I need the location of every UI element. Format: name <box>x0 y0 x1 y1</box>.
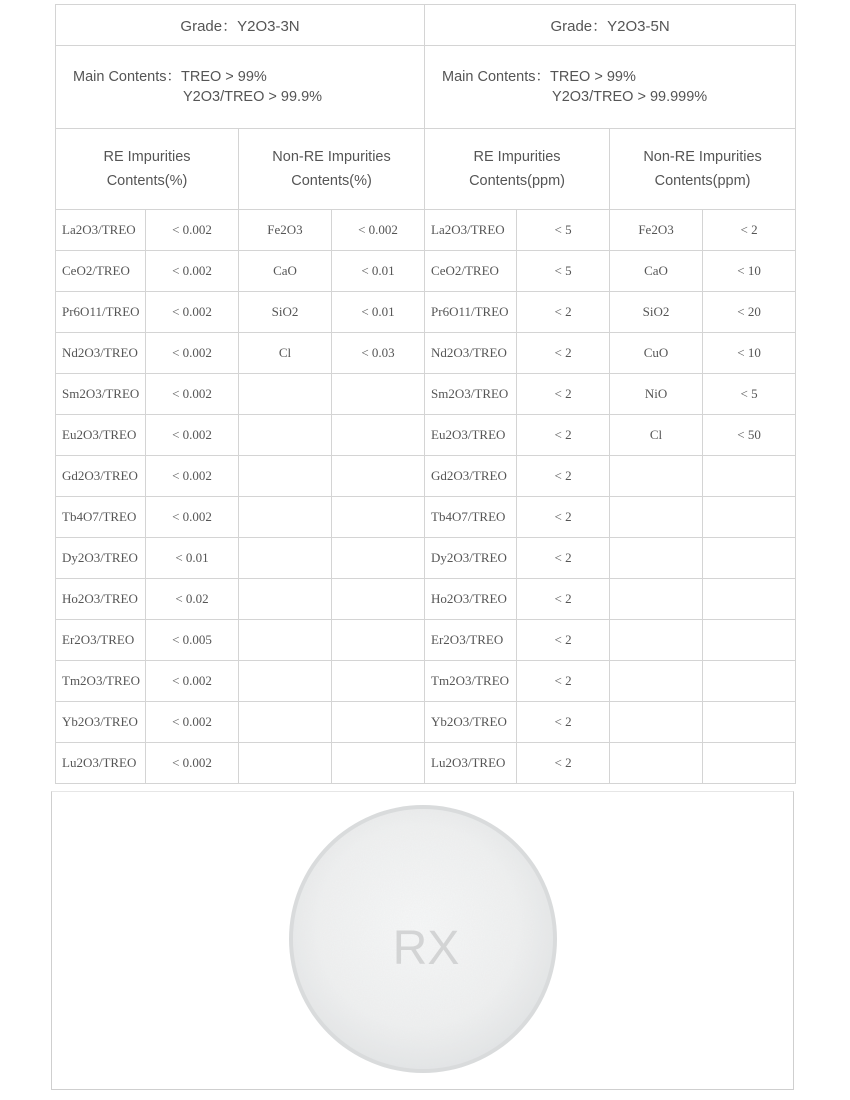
nonre-impurity-name-3n: Cl <box>239 333 332 374</box>
nonre-impurity-value-3n <box>332 415 425 456</box>
re-impurity-name-3n: Ho2O3/TREO <box>56 579 146 620</box>
nonre-impurity-name-5n <box>610 620 703 661</box>
nonre-impurity-name-5n <box>610 743 703 784</box>
re-impurity-name-5n: Nd2O3/TREO <box>425 333 517 374</box>
table-row <box>56 538 796 579</box>
re-impurity-name-5n: Eu2O3/TREO <box>425 415 517 456</box>
nonre-impurity-value-3n: < 0.01 <box>332 251 425 292</box>
re-impurity-name-5n: Tm2O3/TREO <box>425 661 517 702</box>
main-contents-5n-line1: Main Contents：TREO > 99% <box>442 69 636 85</box>
re-impurity-value-5n: < 2 <box>517 620 610 661</box>
nonre-impurity-value-5n <box>703 497 796 538</box>
nonre-impurity-value-3n <box>332 620 425 661</box>
nonre-impurity-name-3n <box>239 579 332 620</box>
re-impurity-name-3n: La2O3/TREO <box>56 210 146 251</box>
re-impurity-value-5n: < 2 <box>517 579 610 620</box>
nonre-impurity-value-5n <box>703 456 796 497</box>
nonre-impurity-value-3n <box>332 579 425 620</box>
nonre-impurity-value-5n <box>703 661 796 702</box>
table-row <box>56 251 796 292</box>
re-impurity-name-5n: Tb4O7/TREO <box>425 497 517 538</box>
nonre-impurity-name-5n <box>610 497 703 538</box>
nonre-impurities-header-3n <box>239 129 425 210</box>
header-line: Contents(ppm) <box>654 173 751 189</box>
re-impurity-value-5n: < 2 <box>517 661 610 702</box>
nonre-impurity-name-3n <box>239 497 332 538</box>
re-impurity-value-5n: < 2 <box>517 415 610 456</box>
nonre-impurity-name-3n <box>239 415 332 456</box>
nonre-impurities-header-5n <box>610 129 796 210</box>
main-contents-3n-line2: Y2O3/TREO > 99.9% <box>183 89 323 105</box>
nonre-impurity-value-3n: < 0.002 <box>332 210 425 251</box>
re-impurity-value-5n: < 5 <box>517 210 610 251</box>
re-impurity-name-3n: Dy2O3/TREO <box>56 538 146 579</box>
re-impurity-name-3n: Gd2O3/TREO <box>56 456 146 497</box>
re-impurity-value-3n: < 0.002 <box>146 415 239 456</box>
re-impurity-value-3n: < 0.002 <box>146 374 239 415</box>
re-impurity-value-5n: < 2 <box>517 374 610 415</box>
table-row <box>56 497 796 538</box>
nonre-impurity-name-5n: Fe2O3 <box>610 210 703 251</box>
nonre-impurity-value-5n: < 5 <box>703 374 796 415</box>
nonre-impurity-name-3n <box>239 456 332 497</box>
nonre-impurity-name-3n <box>239 743 332 784</box>
nonre-impurity-name-5n: CaO <box>610 251 703 292</box>
header-line: Non-RE Impurities <box>643 149 762 165</box>
re-impurities-header-3n <box>56 129 239 210</box>
re-impurity-name-5n: Pr6O11/TREO <box>425 292 517 333</box>
nonre-impurity-name-5n <box>610 579 703 620</box>
nonre-impurity-value-3n <box>332 497 425 538</box>
re-impurity-name-5n: La2O3/TREO <box>425 210 517 251</box>
nonre-impurity-name-5n: Cl <box>610 415 703 456</box>
table-row <box>56 374 796 415</box>
re-impurity-name-3n: Yb2O3/TREO <box>56 702 146 743</box>
re-impurity-name-5n: Yb2O3/TREO <box>425 702 517 743</box>
grade-5n-title: Grade：Y2O3-5N <box>425 5 796 46</box>
re-impurity-value-3n: < 0.002 <box>146 661 239 702</box>
nonre-impurity-value-3n <box>332 538 425 579</box>
nonre-impurity-name-5n <box>610 456 703 497</box>
re-impurity-name-3n: Sm2O3/TREO <box>56 374 146 415</box>
nonre-impurity-value-5n <box>703 579 796 620</box>
re-impurity-value-5n: < 2 <box>517 702 610 743</box>
nonre-impurity-name-5n <box>610 661 703 702</box>
table-row <box>56 456 796 497</box>
nonre-impurity-value-3n: < 0.03 <box>332 333 425 374</box>
header-line: Contents(ppm) <box>469 173 565 189</box>
re-impurity-name-3n: Tb4O7/TREO <box>56 497 146 538</box>
nonre-impurity-value-3n: < 0.01 <box>332 292 425 333</box>
nonre-impurity-name-3n <box>239 702 332 743</box>
re-impurity-value-3n: < 0.002 <box>146 456 239 497</box>
re-impurity-name-3n: Pr6O11/TREO <box>56 292 146 333</box>
header-line: RE Impurities <box>103 149 191 165</box>
main-contents-5n-line2: Y2O3/TREO > 99.999% <box>552 89 708 105</box>
nonre-impurity-name-5n: NiO <box>610 374 703 415</box>
re-impurity-value-3n: < 0.002 <box>146 702 239 743</box>
re-impurity-name-3n: Lu2O3/TREO <box>56 743 146 784</box>
nonre-impurity-value-5n: < 20 <box>703 292 796 333</box>
re-impurity-value-3n: < 0.02 <box>146 579 239 620</box>
nonre-impurity-value-3n <box>332 743 425 784</box>
product-image-box <box>51 791 794 1090</box>
nonre-impurity-value-5n: < 2 <box>703 210 796 251</box>
nonre-impurity-value-3n <box>332 661 425 702</box>
nonre-impurity-name-5n <box>610 538 703 579</box>
re-impurity-value-5n: < 2 <box>517 743 610 784</box>
nonre-impurity-name-3n <box>239 661 332 702</box>
re-impurity-name-5n: Ho2O3/TREO <box>425 579 517 620</box>
grade-3n-title: Grade：Y2O3-3N <box>56 5 425 46</box>
nonre-impurity-name-3n: Fe2O3 <box>239 210 332 251</box>
nonre-impurity-value-5n: < 10 <box>703 333 796 374</box>
nonre-impurity-value-5n <box>703 702 796 743</box>
re-impurity-value-3n: < 0.01 <box>146 538 239 579</box>
table-row <box>56 333 796 374</box>
header-line: RE Impurities <box>473 149 561 165</box>
re-impurity-name-5n: Er2O3/TREO <box>425 620 517 661</box>
re-impurity-value-3n: < 0.002 <box>146 251 239 292</box>
header-line: Contents(%) <box>291 173 372 189</box>
nonre-impurity-name-5n: CuO <box>610 333 703 374</box>
nonre-impurity-value-3n <box>332 702 425 743</box>
re-impurity-value-3n: < 0.002 <box>146 292 239 333</box>
re-impurity-name-3n: CeO2/TREO <box>56 251 146 292</box>
header-line: Contents(%) <box>106 173 188 189</box>
table-row <box>56 702 796 743</box>
nonre-impurity-value-5n <box>703 538 796 579</box>
re-impurity-name-3n: Tm2O3/TREO <box>56 661 146 702</box>
table-row <box>56 579 796 620</box>
table-row <box>56 743 796 784</box>
re-impurity-value-5n: < 2 <box>517 497 610 538</box>
table-row <box>56 620 796 661</box>
table-row <box>56 292 796 333</box>
re-impurity-name-5n: Lu2O3/TREO <box>425 743 517 784</box>
nonre-impurity-value-3n <box>332 456 425 497</box>
nonre-impurity-value-5n <box>703 743 796 784</box>
re-impurity-value-3n: < 0.002 <box>146 333 239 374</box>
nonre-impurity-name-5n: SiO2 <box>610 292 703 333</box>
nonre-impurity-name-5n <box>610 702 703 743</box>
re-impurity-name-5n: CeO2/TREO <box>425 251 517 292</box>
table-row <box>56 661 796 702</box>
re-impurity-value-3n: < 0.002 <box>146 497 239 538</box>
nonre-impurity-value-5n: < 50 <box>703 415 796 456</box>
re-impurity-value-5n: < 2 <box>517 456 610 497</box>
nonre-impurity-value-5n <box>703 620 796 661</box>
nonre-impurity-name-3n <box>239 374 332 415</box>
main-contents-3n-line1: Main Contents：TREO > 99% <box>73 69 267 85</box>
re-impurity-value-5n: < 5 <box>517 251 610 292</box>
re-impurity-name-3n: Er2O3/TREO <box>56 620 146 661</box>
re-impurity-value-5n: < 2 <box>517 333 610 374</box>
nonre-impurity-name-3n: CaO <box>239 251 332 292</box>
re-impurity-name-5n: Sm2O3/TREO <box>425 374 517 415</box>
nonre-impurity-name-3n <box>239 620 332 661</box>
rx-watermark: RX <box>392 922 460 975</box>
main-contents-3n <box>56 46 425 129</box>
re-impurity-name-5n: Gd2O3/TREO <box>425 456 517 497</box>
nonre-impurity-name-3n: SiO2 <box>239 292 332 333</box>
header-line: Non-RE Impurities <box>272 149 391 165</box>
re-impurities-header-5n <box>425 129 610 210</box>
table-row <box>56 210 796 251</box>
re-impurity-value-3n: < 0.005 <box>146 620 239 661</box>
yttrium-oxide-powder-image <box>288 804 558 1074</box>
specification-table <box>55 4 796 784</box>
re-impurity-name-3n: Nd2O3/TREO <box>56 333 146 374</box>
nonre-impurity-value-3n <box>332 374 425 415</box>
re-impurity-value-3n: < 0.002 <box>146 210 239 251</box>
nonre-impurity-name-3n <box>239 538 332 579</box>
main-contents-5n <box>425 46 796 129</box>
nonre-impurity-value-5n: < 10 <box>703 251 796 292</box>
re-impurity-name-3n: Eu2O3/TREO <box>56 415 146 456</box>
re-impurity-value-5n: < 2 <box>517 292 610 333</box>
re-impurity-name-5n: Dy2O3/TREO <box>425 538 517 579</box>
re-impurity-value-3n: < 0.002 <box>146 743 239 784</box>
re-impurity-value-5n: < 2 <box>517 538 610 579</box>
table-row <box>56 415 796 456</box>
